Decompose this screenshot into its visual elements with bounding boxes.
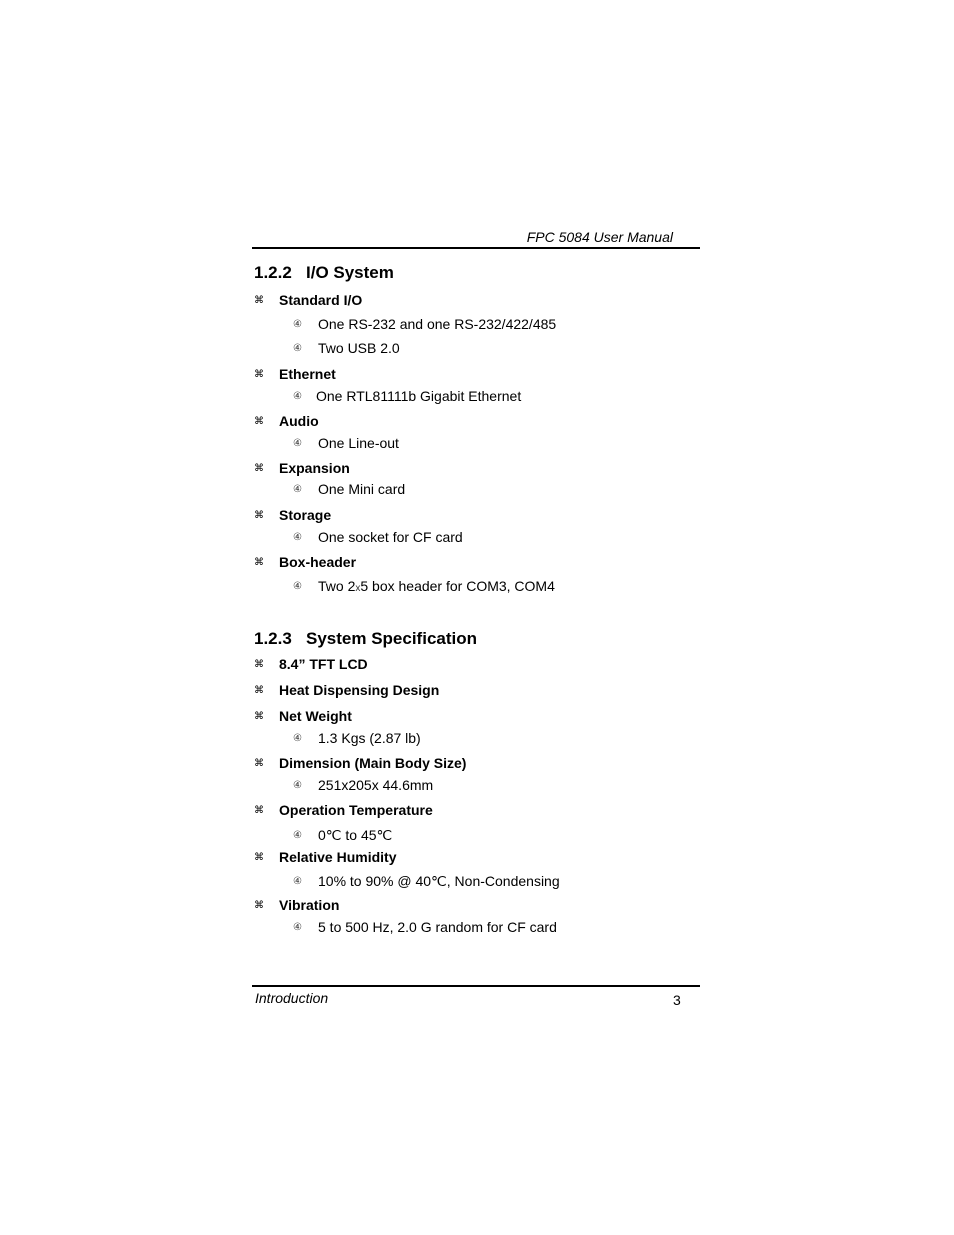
item-dimension: Dimension (Main Body Size) bbox=[279, 755, 467, 771]
times-sign: x bbox=[355, 583, 361, 594]
sub-item-part: 5 box header for COM3, COM4 bbox=[360, 578, 555, 594]
sub-item bbox=[318, 578, 555, 594]
bullet-icon: ⌘ bbox=[254, 295, 264, 306]
sub-item: 251x205x 44.6mm bbox=[318, 777, 434, 793]
sub-item: 5 to 500 Hz, 2.0 G random for CF card bbox=[318, 919, 557, 935]
item-heat-design: Heat Dispensing Design bbox=[279, 682, 440, 698]
sub-bullet-icon: ④ bbox=[293, 532, 302, 543]
item-net-weight: Net Weight bbox=[279, 708, 352, 724]
sub-item: One RTL81111b Gigabit Ethernet bbox=[316, 388, 522, 404]
section-title: I/O System bbox=[306, 263, 394, 282]
section-title: System Specification bbox=[306, 629, 478, 648]
item-tft-lcd: 8.4” TFT LCD bbox=[279, 656, 368, 672]
sub-item-part: Two 2 bbox=[318, 578, 356, 594]
sub-bullet-icon: ④ bbox=[293, 484, 302, 495]
item-relative-humidity: Relative Humidity bbox=[279, 849, 397, 865]
bullet-icon: ⌘ bbox=[254, 416, 264, 427]
sub-bullet-icon: ④ bbox=[293, 319, 302, 330]
sub-bullet-icon: ④ bbox=[293, 876, 302, 887]
section-number: 1.2.3 bbox=[254, 629, 292, 648]
bullet-icon: ⌘ bbox=[254, 711, 264, 722]
sub-item: One socket for CF card bbox=[318, 529, 463, 545]
sub-bullet-icon: ④ bbox=[293, 438, 302, 449]
bullet-icon: ⌘ bbox=[254, 852, 264, 863]
header-rule bbox=[252, 247, 700, 249]
bullet-icon: ⌘ bbox=[254, 758, 264, 769]
sub-item: One Mini card bbox=[318, 481, 406, 497]
item-ethernet: Ethernet bbox=[279, 366, 336, 382]
bullet-icon: ⌘ bbox=[254, 685, 264, 696]
sub-item: 10% to 90% @ 40℃, Non-Condensing bbox=[318, 873, 560, 889]
bullet-icon: ⌘ bbox=[254, 805, 264, 816]
sub-item: 0℃ to 45℃ bbox=[318, 827, 393, 843]
item-storage: Storage bbox=[279, 507, 332, 523]
running-header: FPC 5084 User Manual bbox=[526, 229, 673, 245]
bullet-icon: ⌘ bbox=[254, 463, 264, 474]
item-box-header: Box-header bbox=[279, 554, 357, 570]
sub-bullet-icon: ④ bbox=[293, 780, 302, 791]
section-heading-io-system bbox=[254, 263, 394, 283]
item-audio: Audio bbox=[279, 413, 319, 429]
page-number: 3 bbox=[673, 992, 681, 1008]
sub-bullet-icon: ④ bbox=[293, 391, 302, 402]
footer-section: Introduction bbox=[255, 990, 329, 1006]
sub-bullet-icon: ④ bbox=[293, 830, 302, 841]
bullet-icon: ⌘ bbox=[254, 900, 264, 911]
section-heading-system-specification bbox=[254, 629, 477, 649]
bullet-icon: ⌘ bbox=[254, 659, 264, 670]
bullet-icon: ⌘ bbox=[254, 557, 264, 568]
sub-item: 1.3 Kgs (2.87 lb) bbox=[318, 730, 421, 746]
item-standard-io: Standard I/O bbox=[279, 292, 363, 308]
sub-item: One Line-out bbox=[318, 435, 399, 451]
bullet-icon: ⌘ bbox=[254, 510, 264, 521]
sub-bullet-icon: ④ bbox=[293, 343, 302, 354]
sub-bullet-icon: ④ bbox=[293, 733, 302, 744]
sub-item: One RS-232 and one RS-232/422/485 bbox=[318, 316, 557, 332]
sub-bullet-icon: ④ bbox=[293, 922, 302, 933]
footer-rule bbox=[252, 985, 700, 987]
bullet-icon: ⌘ bbox=[254, 369, 264, 380]
sub-bullet-icon: ④ bbox=[293, 581, 302, 592]
item-vibration: Vibration bbox=[279, 897, 340, 913]
item-expansion: Expansion bbox=[279, 460, 350, 476]
section-number: 1.2.2 bbox=[254, 263, 292, 282]
item-operation-temperature: Operation Temperature bbox=[279, 802, 433, 818]
sub-item: Two USB 2.0 bbox=[318, 340, 400, 356]
